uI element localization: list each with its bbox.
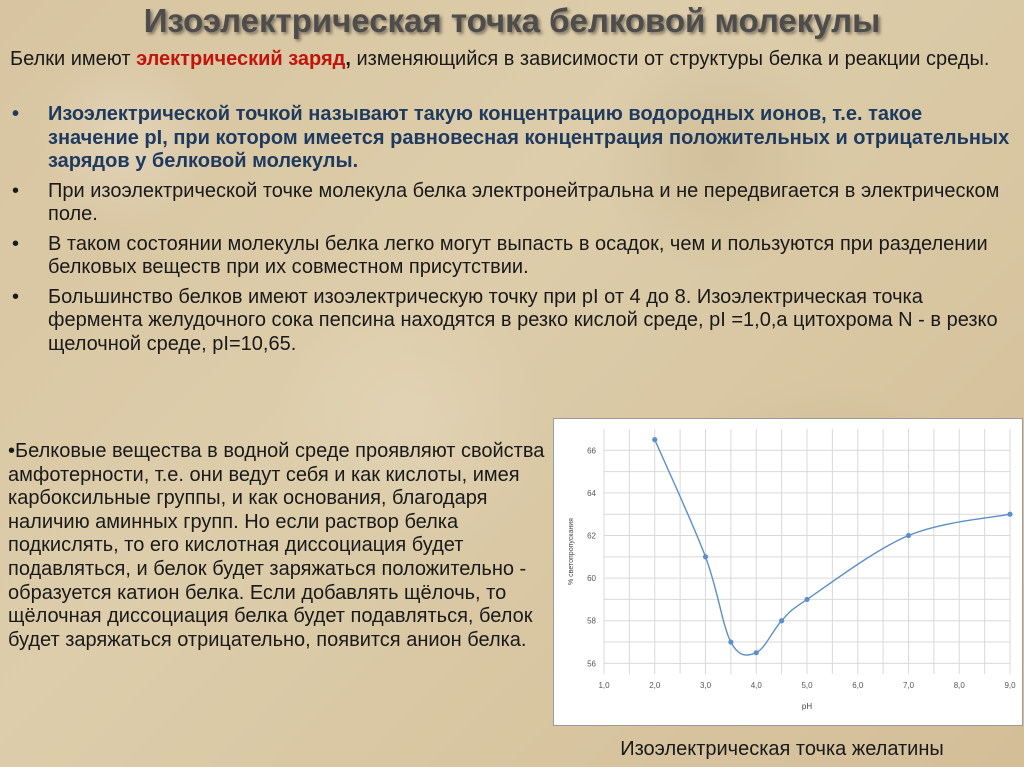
bullet-marker: •	[12, 103, 20, 125]
intro-paragraph	[10, 46, 1010, 72]
x-tick-label: 3,0	[699, 681, 712, 690]
bullet-text: Большинство белков имеют изоэлектрическую точку при pI от 4 до 8. Изоэлектрическая точка фермента желудочного сока пепсина находятся в резко кислой среде, pI =1,0,а цитохрома N - в резко щелочной среде, pI=10,65.	[48, 285, 998, 355]
x-tick-label: 5,0	[801, 681, 813, 690]
bullet-item-precipitation	[10, 233, 1010, 280]
data-point	[652, 437, 657, 442]
intro-highlight: электрический заряд	[136, 48, 346, 70]
slide-title: Изоэлектрическая точка белковой молекулы	[143, 2, 881, 39]
x-tick-label: 8,0	[953, 681, 965, 690]
data-point	[728, 639, 733, 644]
x-tick-label: 4,0	[750, 681, 762, 690]
bullet-marker: •	[12, 232, 20, 255]
amphoteric-paragraph: •Белковые вещества в водной среде проявляют свойства амфотерности, т.е. они ведут себя и как кислоты, имея карбоксильные группы, и как основания, благодаря наличию аминных групп. Но если раствор белка подкислять, то его кислотная диссоциация будет подавляться, и белок будет заряжаться положительно - образуется катион белка. Если добавлять щёлочь, то щёлочная диссоциация белка будет подавляться, белок будет заряжаться отрицательно, появится анион белка.	[8, 440, 545, 651]
intro-text-end: изменяющийся в зависимости от структуры белка и реакции среды.	[350, 48, 990, 70]
x-tick-label: 6,0	[852, 681, 864, 690]
data-point	[906, 533, 911, 538]
x-tick-label: 1,0	[598, 681, 610, 690]
gelatin-chart	[553, 418, 1023, 726]
x-tick-label: 7,0	[902, 681, 915, 690]
bullet-item-definition	[10, 103, 1010, 174]
y-tick-label: 58	[587, 616, 596, 626]
intro-text-start: Белки имеют	[10, 48, 137, 70]
bullet-text: В таком состоянии молекулы белка легко могут выпасть в осадок, чем и пользуются при разделении белковых веществ при их совместном присутствии.	[48, 232, 988, 278]
y-tick-label: 64	[587, 488, 596, 498]
data-point	[804, 597, 809, 602]
bullet-text: Изоэлектрической точкой называют такую концентрацию водородных ионов, т.е. такое значение pI, при котором имеется равновесная концентрация положительных и отрицательных зарядов у белковой молекулы.	[48, 103, 1010, 172]
x-tick-label: 9,0	[1004, 681, 1016, 690]
bullet-item-neutral	[10, 180, 1010, 227]
y-tick-label: 62	[587, 531, 596, 541]
bullet-marker: •	[12, 285, 20, 308]
data-point	[779, 618, 784, 623]
data-point	[1007, 512, 1012, 517]
data-point	[754, 650, 759, 655]
intro-comma: ,	[345, 48, 351, 70]
chart-svg	[554, 419, 1022, 725]
bullet-marker: •	[12, 179, 20, 202]
bullet-list	[10, 103, 1010, 356]
y-tick-label: 56	[587, 659, 596, 669]
y-tick-label: 60	[587, 574, 596, 584]
x-tick-label: 2,0	[649, 681, 661, 690]
y-axis-label: % светопропускания	[568, 518, 575, 585]
bullet-item-ranges	[10, 286, 1010, 357]
y-tick-label: 66	[587, 446, 596, 456]
bullet-text: При изоэлектрической точке молекула белка электронейтральна и не передвигается в электрическом поле.	[48, 179, 1000, 225]
data-point	[703, 554, 708, 559]
x-axis-label: pH	[801, 702, 813, 711]
chart-caption: Изоэлектрическая точка желатины	[620, 738, 944, 760]
